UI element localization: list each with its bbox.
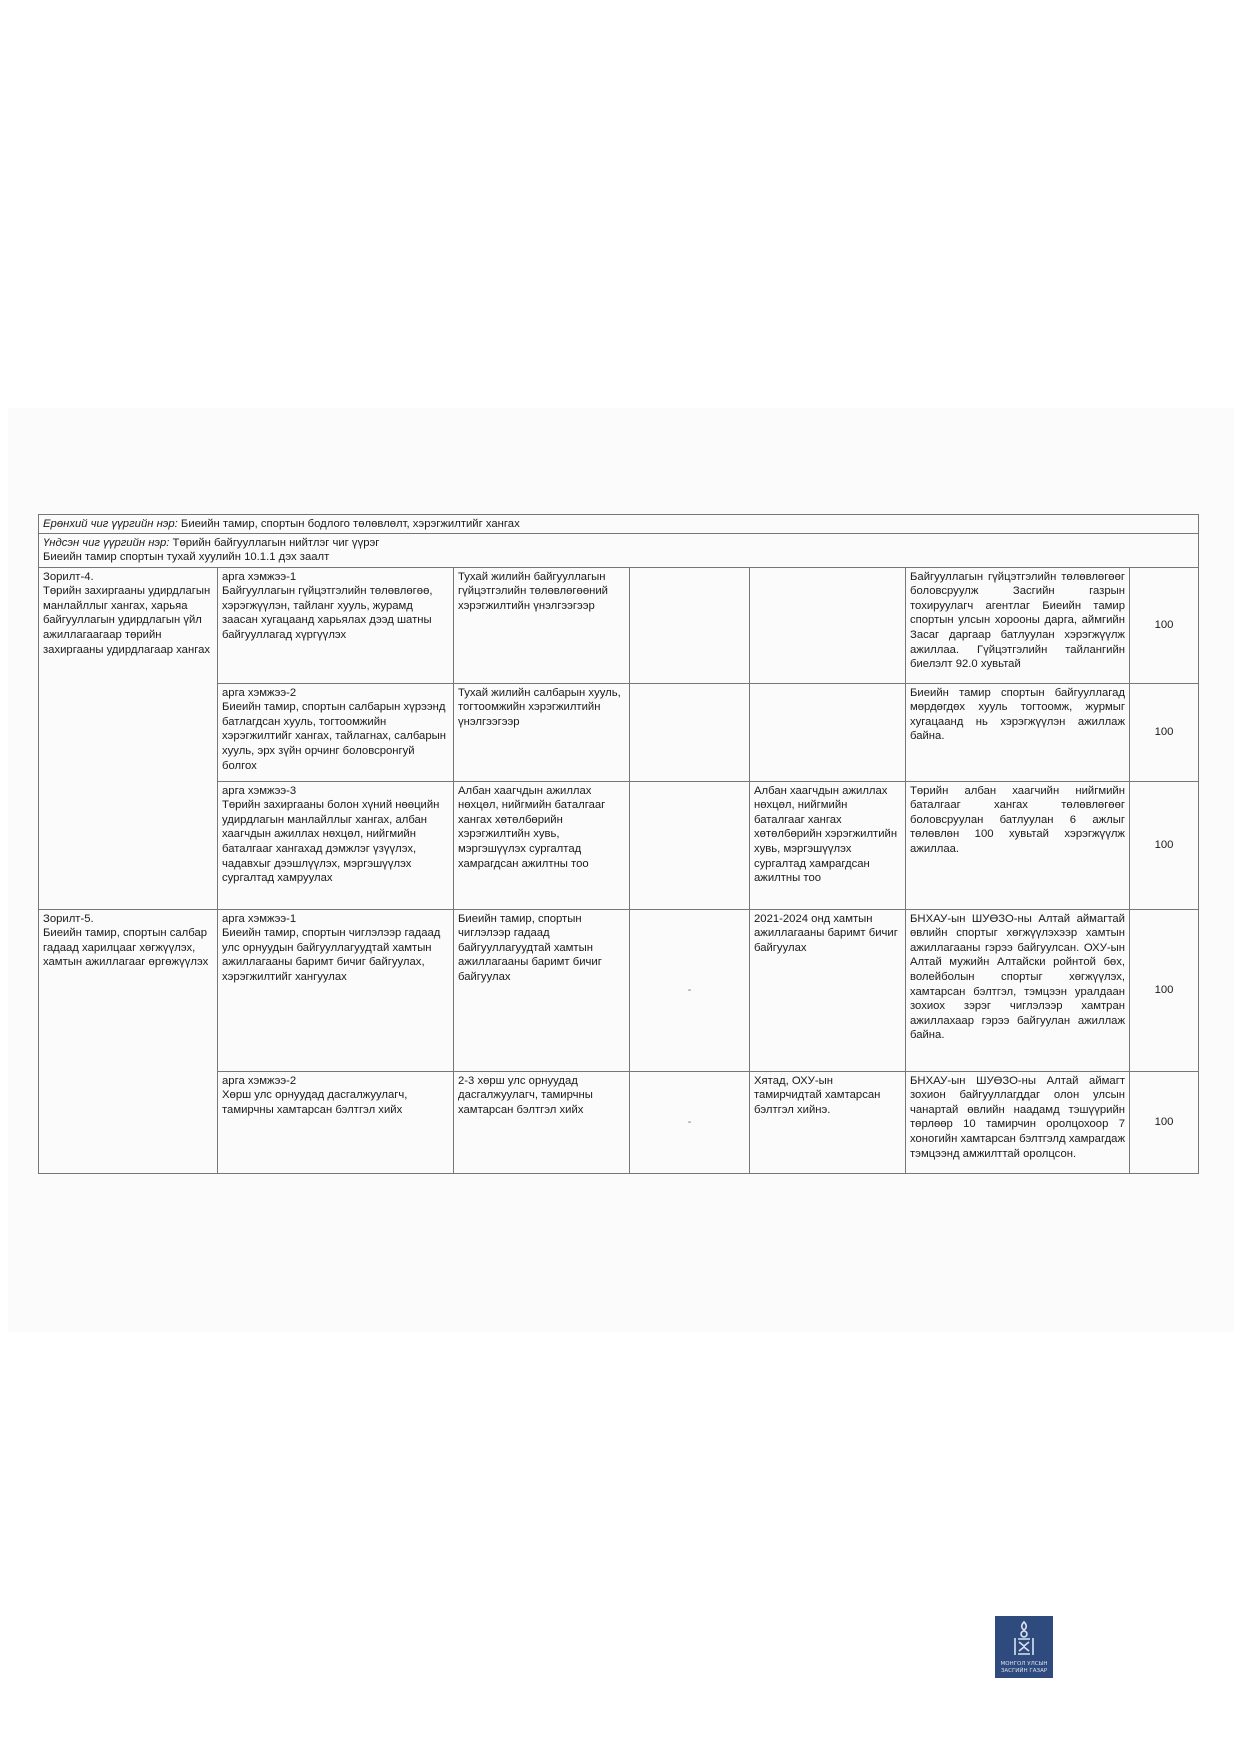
measure-title: арга хэмжээ-1 <box>222 912 297 925</box>
main-function-cell <box>39 533 1199 567</box>
measure-cell <box>218 567 454 683</box>
measure-title: арга хэмжээ-2 <box>222 686 297 699</box>
target-cell <box>750 683 906 781</box>
soyombo-icon <box>995 1616 1053 1660</box>
indicator-cell: Албан хаагчдын ажиллах нөхцөл, нийгмийн баталгааг хангах хөтөлбөрийн хэрэгжилтийн хувь, мэргэшүүлэх сургалтад хамрагдсан ажилтны тоо <box>454 781 630 909</box>
goal-title: Зорилт-5. <box>43 912 94 925</box>
logo-line2: ЗАСГИЙН ГАЗАР <box>1000 1668 1048 1674</box>
measure-cell <box>218 909 454 1071</box>
measure-title: арга хэмжээ-2 <box>222 1074 297 1087</box>
government-seal-logo <box>995 1616 1053 1678</box>
measure-cell <box>218 1071 454 1173</box>
general-function-label: Ерөнхий чиг үүргийн нэр: <box>43 518 178 530</box>
general-function-row <box>39 515 1199 534</box>
result-cell: Биеийн тамир спортын байгууллагад мөрдөгдөх хууль тогтоомж, журмыг хугацаанд нь хэрэгжүүлэн ажиллаж байна. <box>906 683 1130 781</box>
baseline-cell <box>630 567 750 683</box>
measure-cell <box>218 683 454 781</box>
table-row <box>39 567 1199 683</box>
indicator-cell: Тухай жилийн байгууллагын гүйцэтгэлийн төлөвлөгөөний хэрэгжилтийн үнэлгээгээр <box>454 567 630 683</box>
score-cell: 100 <box>1130 683 1199 781</box>
goal-text: Биеийн тамир, спортын салбар гадаад харилцааг хөгжүүлэх, хамтын ажиллагааг өргөжүүлэх <box>43 927 209 969</box>
result-cell: БНХАУ-ын ШУӨЗО-ны Алтай аймагт зохион байгууллагддаг олон улсын чанартай өвлийн наадамд тэшүүрийн төрлөөр 10 тамирчин оролцохоор 7 хоногийн хамтарсан бэлтгэлд хамрагдаж тэмцээнд амжилттай оролцсон. <box>906 1071 1130 1173</box>
measure-title: арга хэмжээ-1 <box>222 570 297 583</box>
main-function-label: Үндсэн чиг үүргийн нэр: <box>43 536 170 549</box>
baseline-cell <box>630 683 750 781</box>
measure-text: Хөрш улс орнуудад дасгалжуулагч, тамирчны хамтарсан бэлтгэл хийх <box>222 1089 408 1116</box>
general-function-text: Биеийн тамир, спортын бодлого төлөвлөлт, хэрэгжилтийг хангах <box>180 518 520 530</box>
measure-text: Төрийн захиргааны болон хүний нөөцийн удирдлагын манлайллыг хангах, албан хаагчдын ажиллах нөхцөл, нийгмийн баталгааг хангахад дэмжлэг үзүүлэх, чадавхыг дээшлүүлэх, мэргэшүүлэх сургалтад хамруулах <box>222 799 440 885</box>
main-function-subtext: Биеийн тамир спортын тухай хуулийн 10.1.1 дэх заалт <box>43 551 330 564</box>
indicator-cell: Тухай жилийн салбарын хууль, тогтоомжийн хэрэгжилтийн үнэлгээгээр <box>454 683 630 781</box>
baseline-cell: - <box>630 1071 750 1173</box>
goal-cell <box>39 909 218 1173</box>
target-cell: Албан хаагчдын ажиллах нөхцөл, нийгмийн баталгааг хангах хөтөлбөрийн хэрэгжилтийн хувь, мэргэшүүлэх сургалтад хамрагдсан ажилтны тоо <box>750 781 906 909</box>
result-cell: Байгууллагын гүйцэтгэлийн төлөвлөгөөг боловсруулж Засгийн газрын тохируулагч агентлаг Биеийн тамир спортын улсын хорооны дарга, аймгийн Засаг даргаар батлуулан хэрэгжүүлж ажиллаа. Гүйцэтгэлийн тайлангийн биелэлт 92.0 хувьтай <box>906 567 1130 683</box>
target-cell <box>750 567 906 683</box>
logo-line1: МОНГОЛ УЛСЫН <box>1000 1661 1048 1667</box>
general-function-cell <box>39 515 1199 534</box>
measure-text: Биеийн тамир, спортын чиглэлээр гадаад улс орнуудын байгууллагуудтай хамтын ажиллагааны баримт бичиг байгуулах, хэрэгжилтийг хангуулах <box>222 927 441 983</box>
measure-title: арга хэмжээ-3 <box>222 784 297 797</box>
goal-title: Зорилт-4. <box>43 570 94 583</box>
goal-text: Төрийн захиргааны удирдлагын манлайллыг хангах, харьяа байгууллагын удирдлагын үйл ажиллагаагаар төрийн захиргааны удирдлагаар хангах <box>43 585 211 656</box>
score-cell: 100 <box>1130 909 1199 1071</box>
result-cell: БНХАУ-ын ШУӨЗО-ны Алтай аймагтай өвлийн спортыг хөгжүүлэхээр хамтын ажиллагааны гэрээ байгуулсан. ОХУ-ын Алтай мужийн Алтайски ройнтой бөх, волейболын спортыг хөгжүүлэх, хамтарсан бэлтгэл, тэмцээн уралдаан зохиох зэрэг чиглэлээр хамтран ажиллахаар гэрээ байгуулан ажиллаж байна. <box>906 909 1130 1071</box>
table-row <box>39 909 1199 1071</box>
goal-cell <box>39 567 218 909</box>
measure-text: Байгууллагын гүйцэтгэлийн төлөвлөгөө, хэрэгжүүлэн, тайланг хууль, журамд заасан хугацаанд харьялах дээд шатны байгууллагад хүргүүлэх <box>222 585 433 641</box>
baseline-cell: - <box>630 909 750 1071</box>
score-cell: 100 <box>1130 781 1199 909</box>
target-cell: 2021-2024 онд хамтын ажиллагааны баримт бичиг байгуулах <box>750 909 906 1071</box>
main-function-text: Төрийн байгууллагын нийтлэг чиг үүрэг <box>172 536 380 549</box>
main-function-row <box>39 533 1199 567</box>
score-cell: 100 <box>1130 567 1199 683</box>
measure-cell <box>218 781 454 909</box>
indicator-cell: 2-3 хөрш улс орнуудад дасгалжуулагч, тамирчны хамтарсан бэлтгэл хийх <box>454 1071 630 1173</box>
result-cell: Төрийн албан хаагчийн нийгмийн баталгааг хангах төлөвлөгөөг боловсруулан батлуулан 6 ажлыг төлөвлөн 100 хувьтай хэрэгжүүлж ажиллаа. <box>906 781 1130 909</box>
target-cell: Хятад, ОХУ-ын тамирчидтай хамтарсан бэлтгэл хийнэ. <box>750 1071 906 1173</box>
performance-table <box>38 514 1199 1174</box>
measure-text: Биеийн тамир, спортын салбарын хүрээнд батлагдсан хууль, тогтоомжийн хэрэгжилтийг хангах, тайлагнах, салбарын хууль, эрх зүйн орчинг боловсронгуй болгох <box>222 701 446 772</box>
score-cell: 100 <box>1130 1071 1199 1173</box>
baseline-cell <box>630 781 750 909</box>
indicator-cell: Биеийн тамир, спортын чиглэлээр гадаад байгууллагуудтай хамтын ажиллагааны баримт бичиг байгуулах <box>454 909 630 1071</box>
